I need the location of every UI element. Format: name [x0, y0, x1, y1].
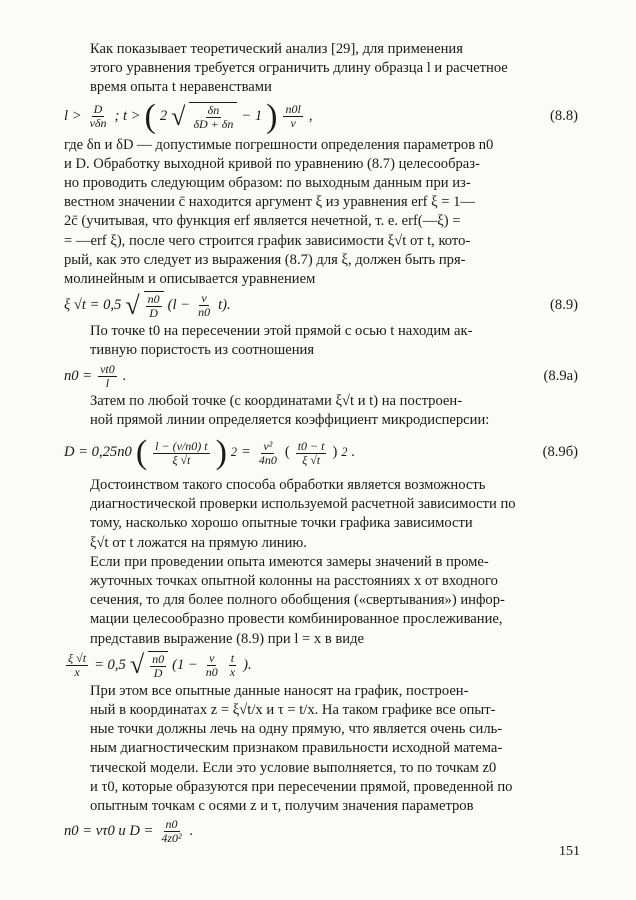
text-line: жуточных точках опытной колонны на расстояниях x от входного: [90, 573, 498, 590]
text-line: По точке t0 на пересечении этой прямой с осью t находим ак-: [90, 323, 473, 340]
fraction: $\frac{t}{x}$: [229, 650, 236, 679]
equation-8-8: [64, 97, 578, 135]
eq-text: ).: [243, 656, 252, 673]
equation-final: [64, 818, 578, 845]
eq-text: =: [240, 444, 251, 461]
text-line: но проводить следующим образом: по выходным данным при из-: [64, 175, 471, 192]
equation-number: (8.8): [550, 108, 578, 124]
fraction: $\frac{\xi √t}{x}$: [68, 650, 87, 679]
sqrt-sign: √: [129, 650, 145, 680]
eq-text: ,: [308, 108, 313, 124]
text-line: Достоинством такого способа обработки является возможность: [90, 477, 486, 494]
text-line: сечения, то для более полного обобщения («свертывания») инфор-: [90, 592, 505, 609]
eq-text: l >: [64, 108, 82, 124]
eq-text: t).: [218, 297, 231, 314]
paragraph-advantage: [64, 476, 578, 553]
left-paren: (: [284, 444, 290, 461]
text-line: тической модели. Если это условие выполняется, то по точкам z0: [90, 759, 497, 776]
text-line: молинейным и описывается уравнением: [64, 271, 316, 288]
exponent: 2: [341, 445, 348, 460]
eq-text: (1 −: [172, 656, 198, 673]
paragraph-porosity: [64, 322, 578, 360]
text-line: ξ√t от t ложатся на прямую линию.: [90, 534, 307, 551]
equation-8-9a: [64, 363, 578, 390]
right-paren: ): [332, 444, 338, 461]
fraction: $\frac{n0}{D}$: [152, 651, 165, 680]
eq-text: = 0,5: [94, 656, 126, 673]
fraction: $\frac{v}{n0}$: [198, 291, 211, 320]
text-line: где δn и δD — допустимые погрешности определения параметров n0: [64, 136, 494, 153]
paragraph-coordinates: [64, 682, 578, 816]
equation-number: (8.9б): [542, 444, 578, 461]
fraction: $\frac{\text{v²}}{4n0}$: [258, 438, 277, 467]
eq-text: .: [189, 823, 194, 840]
sqrt-sign: √: [171, 101, 186, 131]
text-line: и τ0, которые образуются при пересечении прямой, проведенной по: [90, 778, 513, 795]
paragraph-intermediate: [64, 553, 578, 649]
fraction: $\frac{D}{\text{vδn}}$: [89, 102, 107, 131]
eq-text: .: [351, 444, 356, 461]
text-line: ной прямой линии определяется коэффициент микродисперсии:: [90, 411, 490, 428]
fraction: $\frac{n0l}{v}$: [285, 102, 301, 131]
eq-text: ξ √t = 0,5: [64, 297, 122, 314]
text-line: рый, как это следует из выражения (8.7) для ξ, должен быть пря-: [64, 251, 466, 268]
text-line: При этом все опытные данные наносят на график, построен-: [90, 682, 469, 699]
equation-number: (8.9): [550, 297, 578, 314]
fraction: $\frac{n0}{D}$: [147, 292, 160, 321]
equation-x-form: [64, 651, 578, 680]
fraction: $\frac{\delta n}{\delta D + \delta n}$: [193, 103, 234, 132]
equation-8-9b: [64, 436, 578, 470]
fraction: $\frac{vt0}{l}$: [100, 361, 115, 390]
paragraph-intro: [64, 40, 578, 98]
fraction: $\frac{v}{n0}$: [205, 650, 218, 679]
text-line: опытным точкам с осями z и τ, получим значения параметров: [90, 798, 474, 815]
text-line: диагностической проверки используемой расчетной зависимости по: [90, 496, 516, 513]
text-line: и D. Обработку выходной кривой по уравнению (8.7) целесообраз-: [64, 155, 480, 172]
text-line: этого уравнения требуется ограничить длину образца l и расчетное: [90, 60, 508, 77]
page-body: [64, 40, 578, 847]
text-line: тому, насколько хорошо опытные точки графика зависимости: [90, 515, 473, 532]
sqrt-sign: √: [125, 290, 140, 320]
right-paren: ): [215, 434, 227, 472]
eq-text: n0 =: [64, 367, 93, 384]
page-number: 151: [559, 844, 580, 859]
text-line: = —erf ξ), после чего строится график зависимости ξ√t от t, кото-: [64, 232, 471, 249]
text-line: ный в координатах z = ξ√t/x и τ = t/x. На таком графике все опыт-: [90, 702, 496, 719]
left-paren: (: [135, 434, 148, 472]
left-paren: (: [144, 97, 156, 135]
eq-text: D = 0,25n0: [64, 444, 132, 461]
fraction: $\frac{n0}{\text{4z0²}}$: [161, 817, 182, 846]
right-paren: ): [266, 97, 278, 135]
paragraph-dispersion: [64, 392, 578, 430]
eq-text: − 1: [241, 108, 263, 124]
fraction: $\frac{l - (v/n0) t}{\xi √t}$: [155, 438, 208, 467]
text-line: Если при проведении опыта имеются замеры значений в проме-: [90, 553, 489, 570]
eq-text: n0 = vτ0 и D =: [64, 823, 154, 840]
eq-text: 2: [159, 108, 168, 124]
eq-text: ; t >: [114, 108, 141, 124]
text-line: тивную пористость из соотношения: [90, 342, 315, 359]
text-line: 2c̄ (учитывая, что функция erf является нечетной, т. е. erf(—ξ) =: [64, 213, 461, 230]
paragraph-processing: [64, 136, 578, 290]
exponent: 2: [230, 445, 237, 460]
text-line: представив выражение (8.9) при l = x в виде: [90, 630, 364, 647]
eq-text: (l −: [167, 297, 191, 314]
fraction: $\frac{t0 - t}{\xi √t}$: [297, 438, 325, 467]
text-line: Как показывает теоретический анализ [29], для применения: [90, 41, 463, 57]
text-line: ным диагностическим признаком правильности исходной матема-: [90, 740, 503, 757]
text-line: вестном значении c̄ находится аргумент ξ из уравнения erf ξ = 1—: [64, 194, 476, 211]
equation-number: (8.9а): [543, 367, 578, 384]
equation-8-9: [64, 291, 578, 320]
text-line: мации целесообразно провести комбинированное прослеживание,: [90, 611, 503, 628]
eq-text: .: [122, 367, 127, 384]
text-line: время опыта t неравенствами: [90, 79, 272, 96]
text-line: ные точки должны лечь на одну прямую, что является очень силь-: [90, 721, 503, 738]
text-line: Затем по любой точке (с координатами ξ√t и t) на построен-: [90, 392, 463, 409]
